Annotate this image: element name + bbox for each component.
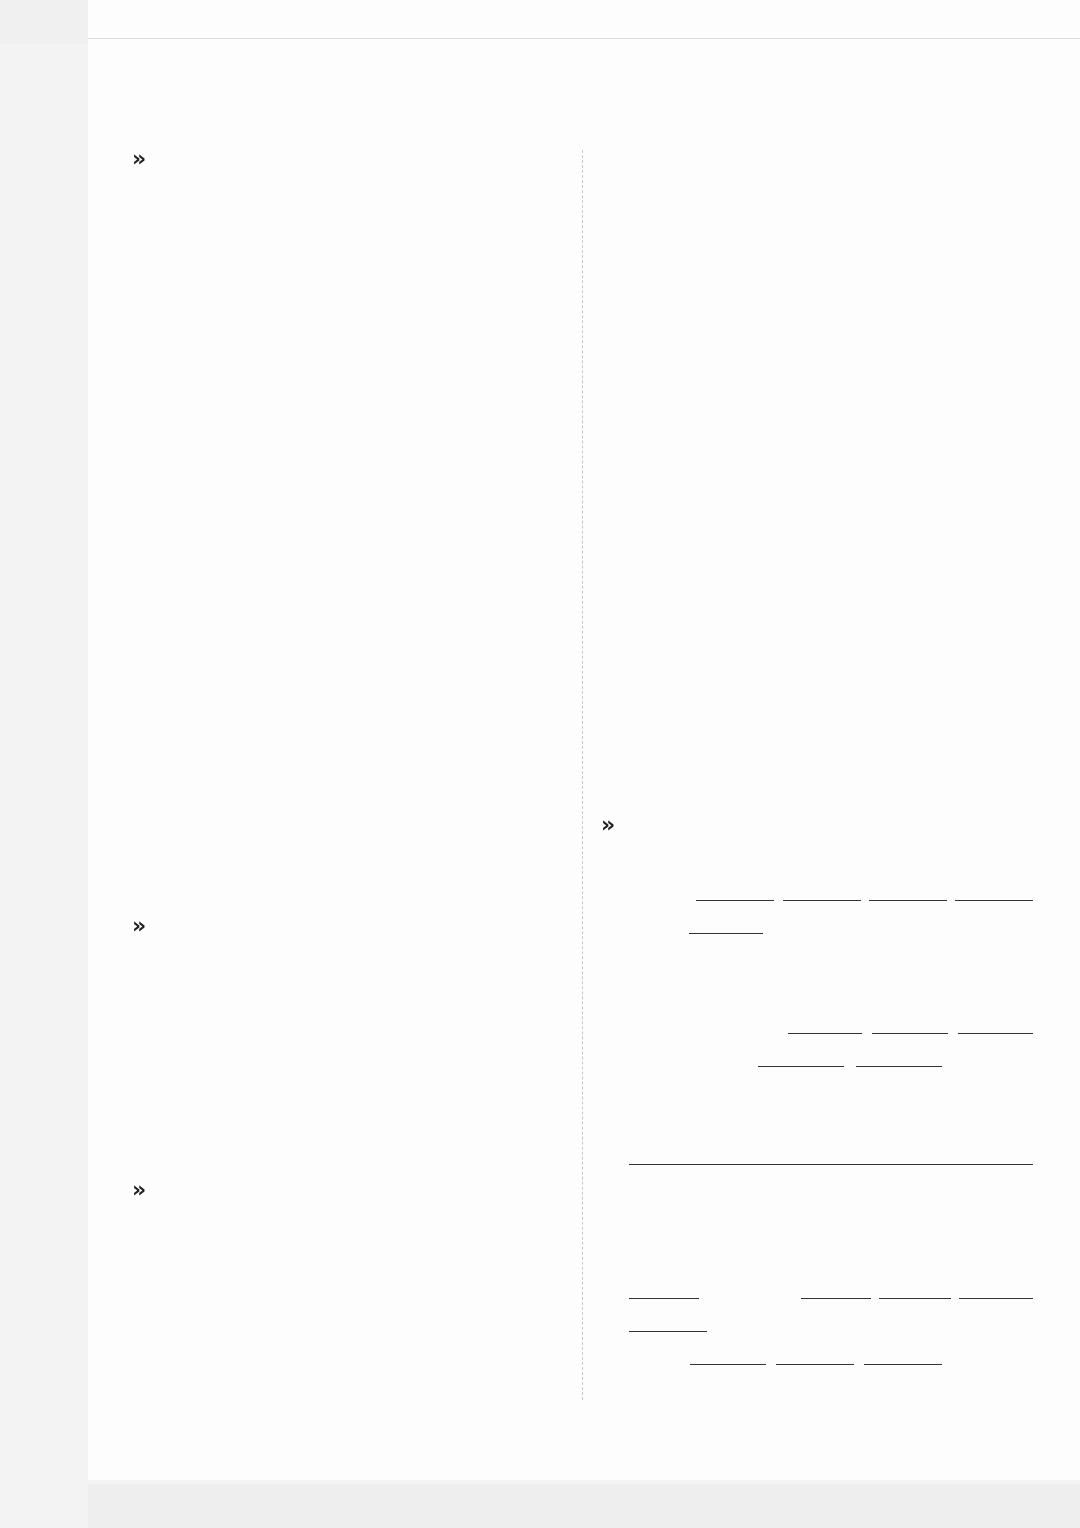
bottom-band [88, 1484, 1080, 1528]
double-chevron-icon: » [601, 813, 610, 838]
answer-blank[interactable] [955, 900, 1033, 901]
answer-blank[interactable] [696, 900, 774, 901]
answer-blank[interactable] [776, 1364, 854, 1365]
answer-blank[interactable] [864, 1364, 942, 1365]
answer-blank[interactable] [879, 1298, 951, 1299]
sentence-2-prompt [601, 947, 609, 967]
worksheet-page [88, 0, 1080, 1480]
answer-blank[interactable] [959, 1298, 1033, 1299]
answer-blank[interactable] [856, 1066, 942, 1067]
answer-blank[interactable] [629, 1331, 707, 1332]
answer-blank[interactable] [801, 1298, 871, 1299]
page-title [396, 116, 418, 140]
double-chevron-icon: » [132, 1178, 141, 1203]
section-heading-sentences [601, 813, 621, 838]
double-chevron-icon: » [132, 914, 141, 939]
section-heading-phrases [132, 1178, 152, 1203]
sentence-1-prompt [601, 847, 609, 867]
section-heading-forms [132, 914, 152, 939]
double-chevron-icon: » [132, 147, 141, 172]
answer-blank[interactable] [958, 1033, 1033, 1034]
section-heading-words [132, 147, 152, 172]
sentence-4-prompt [601, 1179, 609, 1199]
answer-blank[interactable] [629, 1298, 699, 1299]
answer-blank[interactable] [689, 933, 763, 934]
answer-blank[interactable] [872, 1033, 948, 1034]
answer-blank[interactable] [783, 900, 861, 901]
answer-blank[interactable] [758, 1066, 844, 1067]
answer-blank[interactable] [690, 1364, 766, 1365]
column-divider [582, 150, 583, 1400]
answer-blank[interactable] [629, 1164, 1033, 1165]
answer-blank[interactable] [788, 1033, 862, 1034]
answer-blank[interactable] [869, 900, 947, 901]
sentence-3-prompt [601, 1112, 609, 1132]
